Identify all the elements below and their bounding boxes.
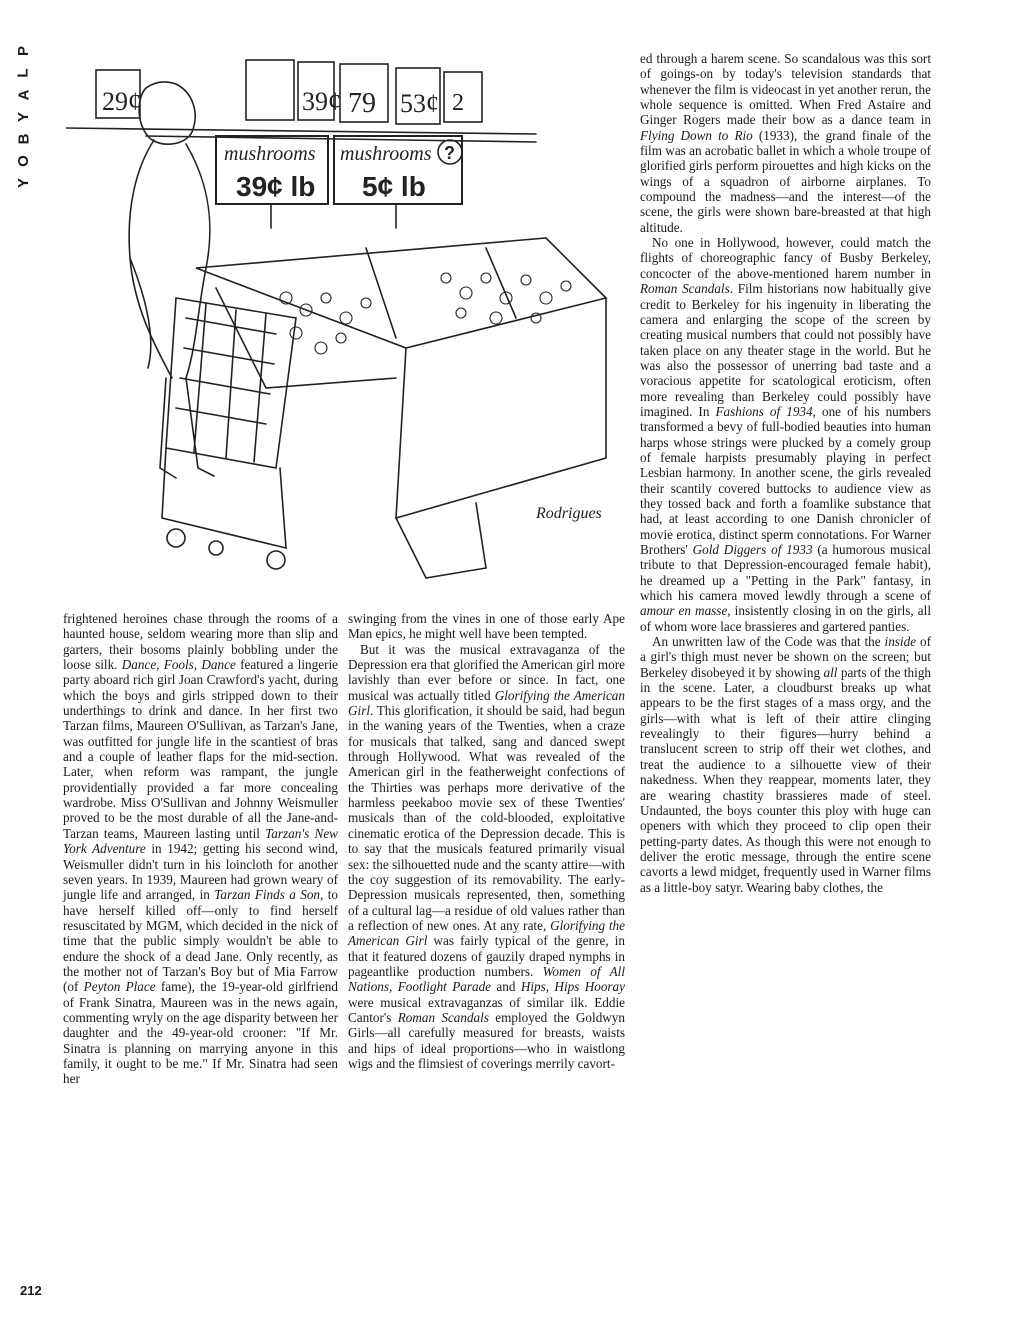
text-column-1 xyxy=(63,611,338,1301)
sign-right-line1: mushrooms xyxy=(340,143,432,165)
masthead xyxy=(10,40,38,220)
text-column-3 xyxy=(640,51,931,1301)
paragraph: swinging from the vines in one of those early Ape Man epics, he might well have been tempted. xyxy=(348,611,625,642)
masthead-letter: P xyxy=(14,45,32,57)
sign-right-question: ? xyxy=(444,143,455,163)
paragraph: ed through a harem scene. So scandalous was this sort of goings-on by today's television standards that whenever the film is videocast in yet another rerun, the whole sequence is omitted. When Fred Astaire and Ginger Rogers made their bow as a dance team in Flying Down to Rio (1933), the grand finale of the film was an acrobatic ballet in which a whole troupe of glorified girls perform pirouettes and high kicks on the wings of a squadron of airborne airplanes. To compound the madness—and the interest—of the scene, the girls were shown bare-breasted at that high altitude. xyxy=(640,51,931,235)
artist-signature: Rodrigues xyxy=(536,505,602,522)
sign-right-line2: 5¢ lb xyxy=(362,171,426,202)
text-column-2 xyxy=(348,611,625,1301)
woman-shopper xyxy=(129,82,214,478)
masthead-letter: Y xyxy=(14,111,32,123)
masthead-letter: A xyxy=(15,89,32,101)
masthead-letter: L xyxy=(14,68,32,78)
masthead-letter: B xyxy=(15,133,32,145)
paragraph: An unwritten law of the Code was that the inside of a girl's thigh must never be shown on the screen; but Berkeley disobeyed it by showing all parts of the thigh in the scene. Later, a cloudburst breaks up what appears to be the first stages of a mass orgy, and the girls—with what is left of their attire clinging revealingly to their figures—hurry behind a translucent screen to strip off their wet clothes, and treat the audience to a silhouette view of their nakedness. When they reappear, moments later, they are wearing chastity brassieres made of steel. Undaunted, the boys counter this ploy with huge can openers with which they proceed to clip open their petting-party dates. As though this were not enough to deliver the erotic message, through the entire scene cavorts a lewd midget, frequently used in Warner films as a little-boy satyr. Wearing baby clothes, the xyxy=(640,634,932,895)
price-tag-5: 2 xyxy=(452,90,464,116)
paragraph: But it was the musical extravaganza of the Depression era that glorified the American girl more lavishly than ever before or since. In fact, one musical was actually titled Glorifying the American Girl. This glorification, it should be said, had begun in the waning years of the Twenties, when a craze for musicals that talked, sang and danced swept through Hollywood. What was revealed of the American girl in the featherweight confections of the Thirties was perhaps more derivative of the harmless peekaboo movie sex of these Twenties' musicals than of the cold-blooded, exploitative cinematic erotica of the Depression decade. This is to say that the musicals featured primarily visual sex: the silhouetted nude and the scanty attire—with the coy suggestion of its removability. The early-Depression musicals represented, then, something of a cultural lag—a residue of old values rather than a reflection of new ones. At any rate, Glorifying the American Girl was fairly typical of the genre, in that it featured dozens of gauzily draped nymphs in pageantlike production numbers. Women of All Nations, Footlight Parade and Hips, Hips Hooray were musical extravaganzas of similar ilk. Eddie Cantor's Roman Scandals employed the Goldwyn Girls—all carefully measured for breasts, waists and hips of ideal proportions—who in waistlong wigs and the flimsiest of coverings merrily cavort- xyxy=(348,641,625,1071)
mushroom-sign-left xyxy=(216,136,328,204)
produce-bin xyxy=(196,238,606,578)
sign-left-line2: 39¢ lb xyxy=(236,171,316,202)
price-tag-3: 79 xyxy=(348,88,376,119)
page-number: 212 xyxy=(20,1283,42,1298)
masthead-letter: O xyxy=(14,155,32,167)
price-tag-4: 53¢ xyxy=(400,89,439,118)
masthead-letter: Y xyxy=(14,177,32,189)
mushroom-sign-right xyxy=(334,136,462,204)
price-tag-1: 29¢ xyxy=(102,87,141,116)
shopping-cart xyxy=(162,298,296,569)
paragraph: frightened heroines chase through the rooms of a haunted house, seldom wearing more than slip and garters, their bosoms plainly bobbling under the loose silk. Dance, Fools, Dance featured a lingerie party aboard rich girl Joan Crawford's yacht, during which the boys and girls stripped down to their underthings to drink and dance. In her first two Tarzan films, Maureen O'Sullivan, as Tarzan's Jane, was outfitted for jungle life in the scantiest of bras and a couple of leather flaps for the mid-section. Later, when reform was rampant, the jungle providentially provided a far more concealing wardrobe. Miss O'Sullivan and Johnny Weismuller proved to be the most durable of all the Jane-and-Tarzan teams, Maureen lasting until Tarzan's New York Adventure in 1942; getting his second wind, Weismuller didn't turn in his loincloth for another seven years. In 1939, Maureen had grown weary of jungle life and arranged, in Tarzan Finds a Son, to have herself killed off—only to find herself resuscitated by MGM, which decided in the nick of time that the public simply wouldn't be able to endure the shock of a dead Jane. Only recently, as the mother not of Tarzan's Boy but of Mia Farrow (of Peyton Place fame), the 19-year-old girlfriend of Frank Sinatra, Maureen was in the news again, commenting wryly on the age disparity between her daughter and the 49-year-old crooner: "If Mr. Sinatra is planning on marrying anyone in this family, it ought to be me." If Mr. Sinatra had seen her xyxy=(63,611,339,1087)
sign-left-line1: mushrooms xyxy=(224,143,316,165)
paragraph: No one in Hollywood, however, could match the flights of choreographic fancy of Busby Berkeley, concocter of the above-mentioned harem number in Roman Scandals. Film historians now habitually give credit to Berkeley for his ingenuity in liberating the camera and enlarging the scope of the screen by creating musical numbers that could not possibly have taken place on any theater stage in the world. But he was also the possessor of unerring bad taste and a voracious appetite for scatological eroticism, often more revealing than Berkeley could possibly have imagined. In Fashions of 1934, one of his numbers transformed a bevy of full-bodied beauties into human harps whose strings were plucked by a comely group of female harpists presumably playing in perfect Lesbian harmony. In another scene, the girls revealed their scantily covered buttocks to audience view as they tossed back and forth a foamlike substance that had, at least according to one Danish chronicler of movie erotica, distinct sperm connotations. For Warner Brothers' Gold Diggers of 1933 (a humorous musical tribute to that Depression-encouraged female habit), he dreamed up a "Petting in the Park" fantasy, in which his camera moved lewdly through a scene of amour en masse, insistently closing in on the girls, all of whom wore lace brassieres and gartered panties. xyxy=(640,235,932,634)
cartoon-illustration xyxy=(66,48,624,604)
price-tag-2: 39¢ xyxy=(302,87,341,116)
price-tags xyxy=(96,60,482,124)
